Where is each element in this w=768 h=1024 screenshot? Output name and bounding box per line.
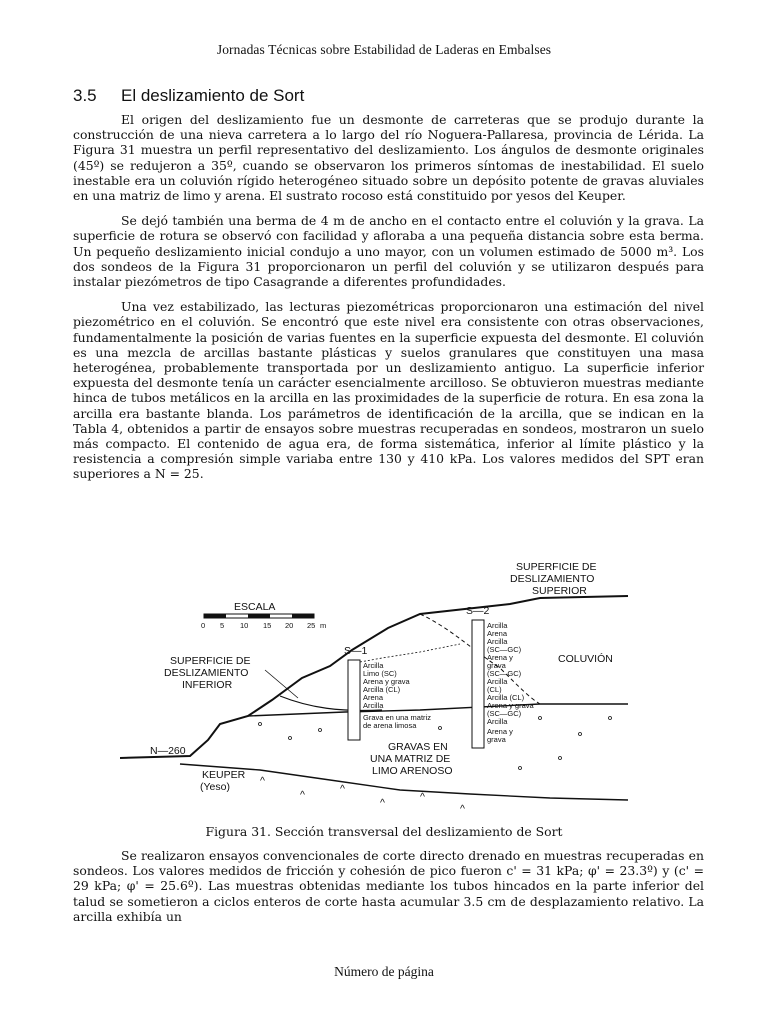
gravel-label-line: GRAVAS EN — [388, 741, 448, 753]
s1-log-entry: Arcilla — [363, 701, 384, 710]
svg-text:^: ^ — [300, 789, 305, 801]
s1-log-entry: Arena — [363, 693, 384, 702]
borehole-s2-label: S—2 — [466, 605, 490, 617]
s1-log-entry: Arena y grava — [363, 677, 410, 686]
s2-log-entry: (SC—GC) — [487, 645, 522, 654]
scale-tick: 20 — [285, 621, 294, 630]
paragraph-1: El origen del deslizamiento fue un desmonte de carreteras que se produjo durante la construcción de una nieva carretera a lo largo del río Noguera-Pallaresa, provincia de Lérida. La Figura 31 muestra un perfil representativo del deslizamiento. Los ángulos de desmonte originales (45º) se redujeron a 35º, cuando se observaron los primeros síntomas de inestabilidad. El suelo inestable era un coluvión rígido heterogéneo situado sobre un depósito potente de gravas aluviales en una matriz de limo y arena. El sustrato rocoso está constituido por yesos del Keuper. — [73, 112, 704, 204]
keuper-label-line: KEUPER — [202, 769, 246, 781]
gravel-label — [370, 741, 453, 777]
s2-log-entry: (SC—GC) — [487, 669, 522, 678]
paragraph-3: Una vez estabilizado, las lecturas piezométricas proporcionaron una estimación del nivel piezométrico en el coluvión. Se encontró que este nivel era consistente con otras observaciones, fundamentalmente la posición de varias fuentes en la superficie expuesta del desmonte. El coluvión es una mezcla de arcillas bastante plásticas y suelos granulares que constituyen una masa heterogénea, probablemente transportada por un deslizamiento antiguo. La superficie inferior expuesta del desmonte tenía un carácter esencialmente arcilloso. Se obtuvieron muestras mediante hinca de tubos metálicos en la arcilla en las proximidades de la superficie de rotura. En esa zona la arcilla era bastante blanda. Los parámetros de identificación de la arcilla, que se indican en la Tabla 4, obtenidos a partir de ensayos sobre muestras recuperadas en sondeos, mostraron un suelo más compacto. El contenido de agua era, de forma sistemática, inferior al límite plástico y la resistencia a compresión simple variaba entre 130 y 410 kPa. Los valores medidos del SPT eran superiores a N = 25. — [73, 299, 704, 482]
upper-slip-label-line: SUPERIOR — [532, 585, 587, 597]
scale-bar-segment — [204, 614, 226, 618]
road-n260-label: N—260 — [150, 745, 186, 757]
keuper-label-line: (Yeso) — [200, 781, 230, 793]
s1-log-entry: de arena limosa — [363, 721, 417, 730]
scale-bar-segment — [292, 614, 314, 618]
gravel-label-line: UNA MATRIZ DE — [370, 753, 451, 765]
colluvium-label: COLUVIÓN — [558, 653, 613, 665]
s1-log-entry: Limo (SC) — [363, 669, 397, 678]
gravel-contact-line — [248, 704, 628, 716]
s2-log-entry: (SC—GC) — [487, 709, 522, 718]
s1-log-entry: Arcilla (CL) — [363, 685, 401, 694]
paragraph-4: Se realizaron ensayos convencionales de corte directo drenado en muestras recuperadas en sondeos. Los valores medidos de fricción y cohesión de pico fueron c' = 31 kPa; φ' = 23.3º) y (c' = 29 kPa; φ' = 25.6º). Las muestras obtenidas mediante los tubos hincados en la parte inferior del talud se sometieron a ciclos enteros de corte hasta acumular 3.5 cm de desplazamiento relativo. La arcilla exhibía un — [73, 848, 704, 924]
s2-log-entry: Arcilla — [487, 677, 508, 686]
borehole-s2 — [472, 620, 484, 748]
s2-log-entry: Arena y — [487, 727, 513, 736]
upper-slip-label — [510, 561, 597, 597]
lower-slip-label-line: SUPERFICIE DE — [170, 655, 251, 667]
body-text-after-figure — [73, 848, 704, 934]
scale-tick: m — [320, 621, 327, 630]
scale-tick: 10 — [240, 621, 249, 630]
upper-slip-label-line: DESLIZAMIENTO — [510, 573, 595, 585]
s2-log-entry: Arcilla — [487, 717, 508, 726]
s2-log-entry: Arcilla — [487, 621, 508, 630]
figure-31-cross-section — [120, 558, 650, 820]
scale-title: ESCALA — [234, 601, 276, 613]
scale-tick: 0 — [201, 621, 206, 630]
running-header: Jornadas Técnicas sobre Estabilidad de Laderas en Embalses — [216, 42, 552, 57]
borehole-s2-log — [487, 621, 535, 744]
lower-slip-label-line: DESLIZAMIENTO — [164, 667, 249, 679]
upper-slip-label-line: SUPERFICIE DE — [516, 561, 597, 573]
section-heading — [73, 86, 304, 106]
s2-log-entry: Arena y — [487, 653, 513, 662]
s1-log-entry: Grava en una matriz — [363, 713, 431, 722]
scale-tick: 25 — [307, 621, 316, 630]
s2-log-entry: Arena — [487, 629, 508, 638]
svg-text:^: ^ — [380, 797, 385, 809]
gravel-label-line: LIMO ARENOSO — [372, 765, 453, 777]
page-number-footer: Número de página — [334, 964, 434, 979]
lower-slip-label-line: INFERIOR — [182, 679, 233, 691]
keuper-label — [200, 769, 246, 793]
body-text-before-figure — [73, 112, 704, 492]
borehole-s1-log — [363, 661, 431, 730]
s2-log-entry: Arcilla (CL) — [487, 693, 525, 702]
svg-text:^: ^ — [460, 803, 465, 815]
scale-ticks — [201, 621, 326, 630]
lower-slip-label — [164, 655, 251, 691]
figure-caption: Figura 31. Sección transversal del deslizamiento de Sort — [205, 824, 563, 839]
scale-tick: 15 — [263, 621, 272, 630]
paragraph-2: Se dejó también una berma de 4 m de ancho en el contacto entre el coluvión y la grava. La superficie de rotura se observó con facilidad y afloraba a una pequeña distancia sobre esta berma. Un pequeño deslizamiento inicial condujo a uno mayor, con un volumen estimado de 5000 m³. Los dos sondeos de la Figura 31 proporcionaron un perfil del coluvión y se utilizaron después para instalar piezómetros de tipo Casagrande a diferentes profundidades. — [73, 213, 704, 290]
svg-text:^: ^ — [340, 783, 345, 795]
s1-log-entry: Arcilla — [363, 661, 384, 670]
scale-tick: 5 — [220, 621, 225, 630]
borehole-s1 — [348, 660, 360, 740]
borehole-s1-label: S—1 — [344, 645, 368, 657]
piezometric-level — [360, 644, 460, 662]
scale-bar-segment — [248, 614, 270, 618]
svg-text:^: ^ — [420, 791, 425, 803]
s2-log-entry: grava — [487, 735, 506, 744]
s2-log-entry: (CL) — [487, 685, 502, 694]
gypsum-symbols — [260, 775, 465, 815]
svg-text:^: ^ — [260, 775, 265, 787]
cross-section-drawing — [120, 558, 650, 820]
s2-log-entry: grava — [487, 661, 506, 670]
s2-log-entry: Arena y grava — [487, 701, 534, 710]
s2-log-entry: Arcilla — [487, 637, 508, 646]
section-title-text: El deslizamiento de Sort — [121, 86, 305, 105]
section-number: 3.5 — [73, 86, 97, 105]
